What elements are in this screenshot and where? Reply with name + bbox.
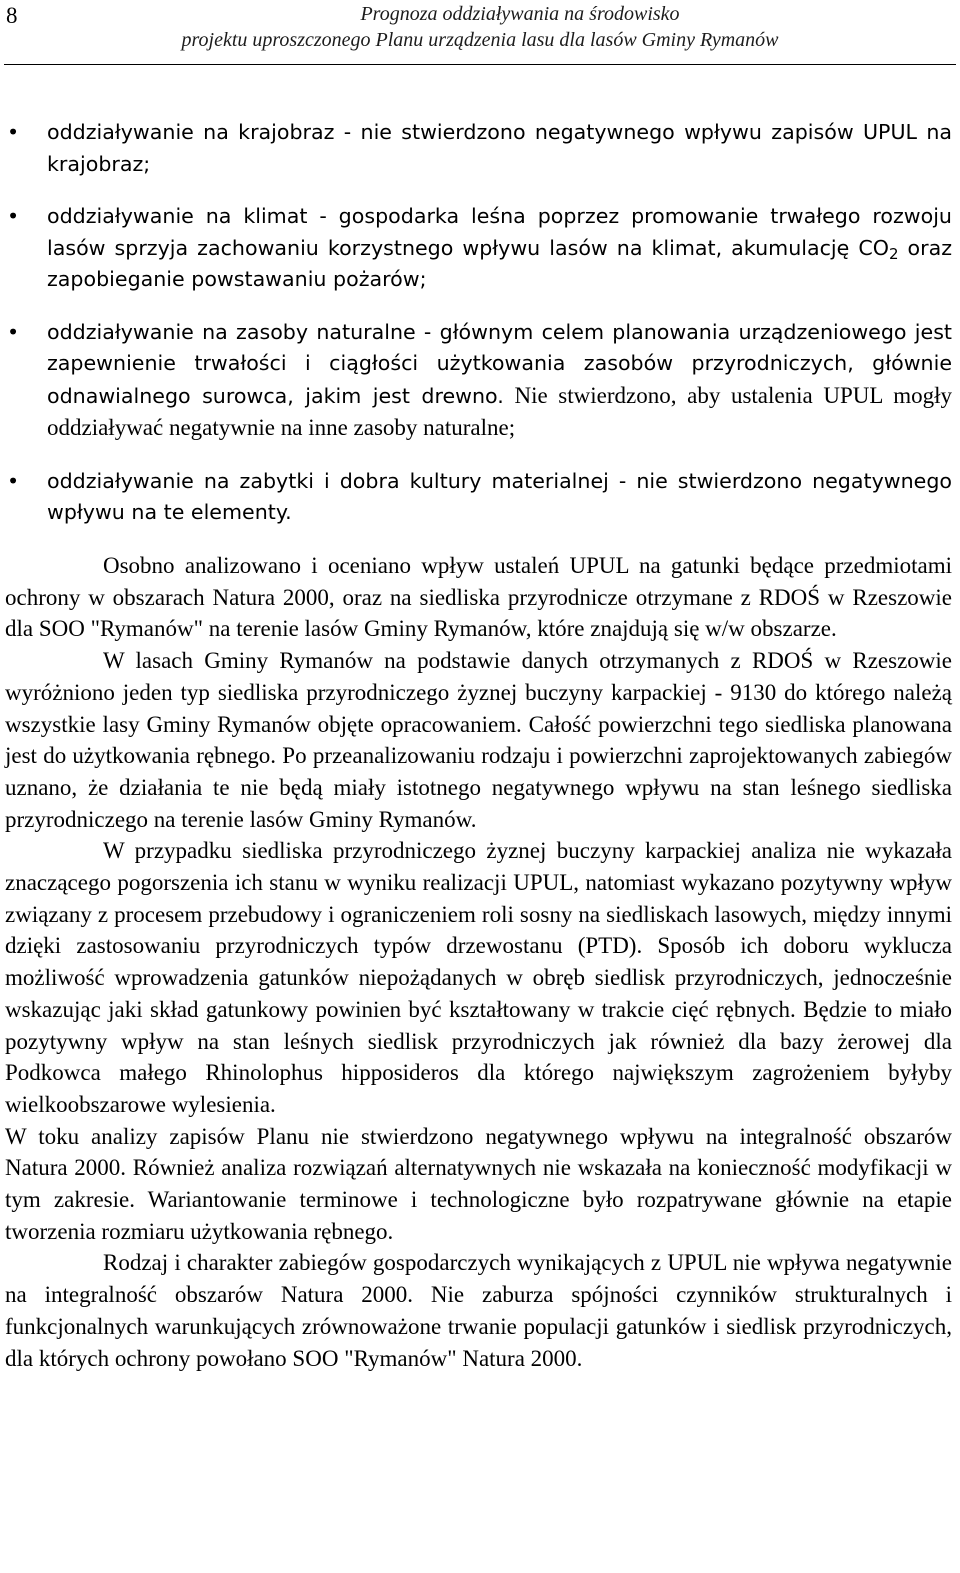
list-item-text-cont: oraz zapobieganie powstawaniu pożarów; xyxy=(47,235,953,291)
bullet-icon: • xyxy=(7,204,20,228)
subscript-2: 2 xyxy=(888,244,899,263)
bullet-icon: • xyxy=(7,120,20,144)
list-item-text-cont: Nie stwierdzono, aby ustalenia UPUL mogły oddziaływać negatywnie na inne zasoby naturalne; xyxy=(47,382,952,440)
list-item-landscape xyxy=(0,117,960,180)
impact-list xyxy=(0,117,960,529)
list-item-text: oddziaływanie na zasoby naturalne - głównym celem planowania urządzeniowego jest zapewnienie trwałości i ciągłości użytkowania zasobów przyrodniczych, głównie odnawialnego surowca, jakim jest drewno. xyxy=(47,319,952,408)
paragraph-habitat-9130: W lasach Gminy Rymanów na podstawie danych otrzymanych z RDOŚ w Rzeszowie wyróżniono jeden typ siedliska przyrodniczego żyznej buczyny karpackiej - 9130 do którego należą wszystkie lasy Gminy Rymanów objęte opracowaniem. Całość powierzchni tego siedliska planowana jest do użytkowania rębnego. Po przeanalizowaniu rodzaju i powierzchni zaprojektowanych zabiegów uznano, że działania te nie będą miały istotnego negatywnego wpływu na stan leśnego siedliska przyrodniczego na terenie lasów Gminy Rymanów. xyxy=(5,648,952,832)
document-title-line2: projektu uproszczonego Planu urządzenia lasu dla lasów Gminy Rymanów xyxy=(181,29,779,51)
page-header xyxy=(0,0,960,68)
list-item-text: oddziaływanie na zabytki i dobra kultury materialnej - nie stwierdzono negatywnego wpływu na te elementy. xyxy=(47,468,952,524)
paragraph-integrity: W toku analizy zapisów Planu nie stwierdzono negatywnego wpływu na integralność obszarów Natura 2000. Również analiza rozwiązań alternatywnych nie wskazała na konieczność modyfikacji w tym zakresie. Wariantowanie terminowe i technologiczne było rozpatrywane głównie na etapie tworzenia rozmiaru użytkowania rębnego. xyxy=(5,1123,952,1244)
bullet-icon: • xyxy=(7,319,20,344)
header-divider xyxy=(4,64,956,65)
page-number: 8 xyxy=(6,3,18,28)
document-title-line1: Prognoza oddziaływania na środowisko xyxy=(360,3,680,25)
list-item-text: oddziaływanie na krajobraz - nie stwierdzono negatywnego wpływu zapisów UPUL na krajobraz; xyxy=(47,120,952,176)
list-item-resources xyxy=(0,317,960,445)
paragraph-beech-forest: W przypadku siedliska przyrodniczego żyznej buczyny karpackiej analiza nie wykazała znaczącego pogorszenia ich stanu w wyniku realizacji UPUL, natomiast wykazano pozytywny wpływ związany z procesem przebudowy i ograniczeniem roli sosny na siedliskach lasowych, między innymi dzięki zastosowaniu przyrodniczych typów drzewostanu (PTD). Sposób ich doboru wyklucza możliwość wprowadzenia gatunków niepożądanych w obręb siedlisk przyrodniczych, jednocześnie wskazując jaki skład gatunkowy powinien być kształtowany w trakcie cięć rębnych. Będzie to miało pozytywny wpływ na stan leśnych siedlisk przyrodniczych jak również dla bazy żerowej dla Podkowca małego Rhinolophus hipposideros dla którego największym zagrożeniem byłyby wielkoobszarowe wylesienia. xyxy=(5,838,952,1117)
list-item-text: oddziaływanie na klimat - gospodarka leśna poprzez promowanie trwałego rozwoju lasów sprzyja zachowaniu korzystnego wpływu lasów na klimat, akumulację CO xyxy=(47,204,952,260)
bullet-icon: • xyxy=(7,468,20,493)
paragraph-conclusion: Rodzaj i charakter zabiegów gospodarczych wynikających z UPUL nie wpływa negatywnie na integralność obszarów Natura 2000. Nie zaburza spójności czynników strukturalnych i funkcjonalnych warunkujących zrównoważone trwanie populacji gatunków i siedlisk przyrodniczych, dla których ochrony powołano SOO "Rymanów" Natura 2000. xyxy=(5,1250,952,1371)
list-item-climate xyxy=(0,201,960,296)
body-text xyxy=(5,550,952,1374)
paragraph-natura-analysis: Osobno analizowano i oceniano wpływ ustaleń UPUL na gatunki będące przedmiotami ochrony w obszarach Natura 2000, oraz na siedliska przyrodnicze otrzymane z RDOŚ w Rzeszowie dla SOO "Rymanów" na terenie lasów Gminy Rymanów, które znajdują się w/w obszarze. xyxy=(5,553,952,642)
list-item-monuments xyxy=(0,466,960,529)
